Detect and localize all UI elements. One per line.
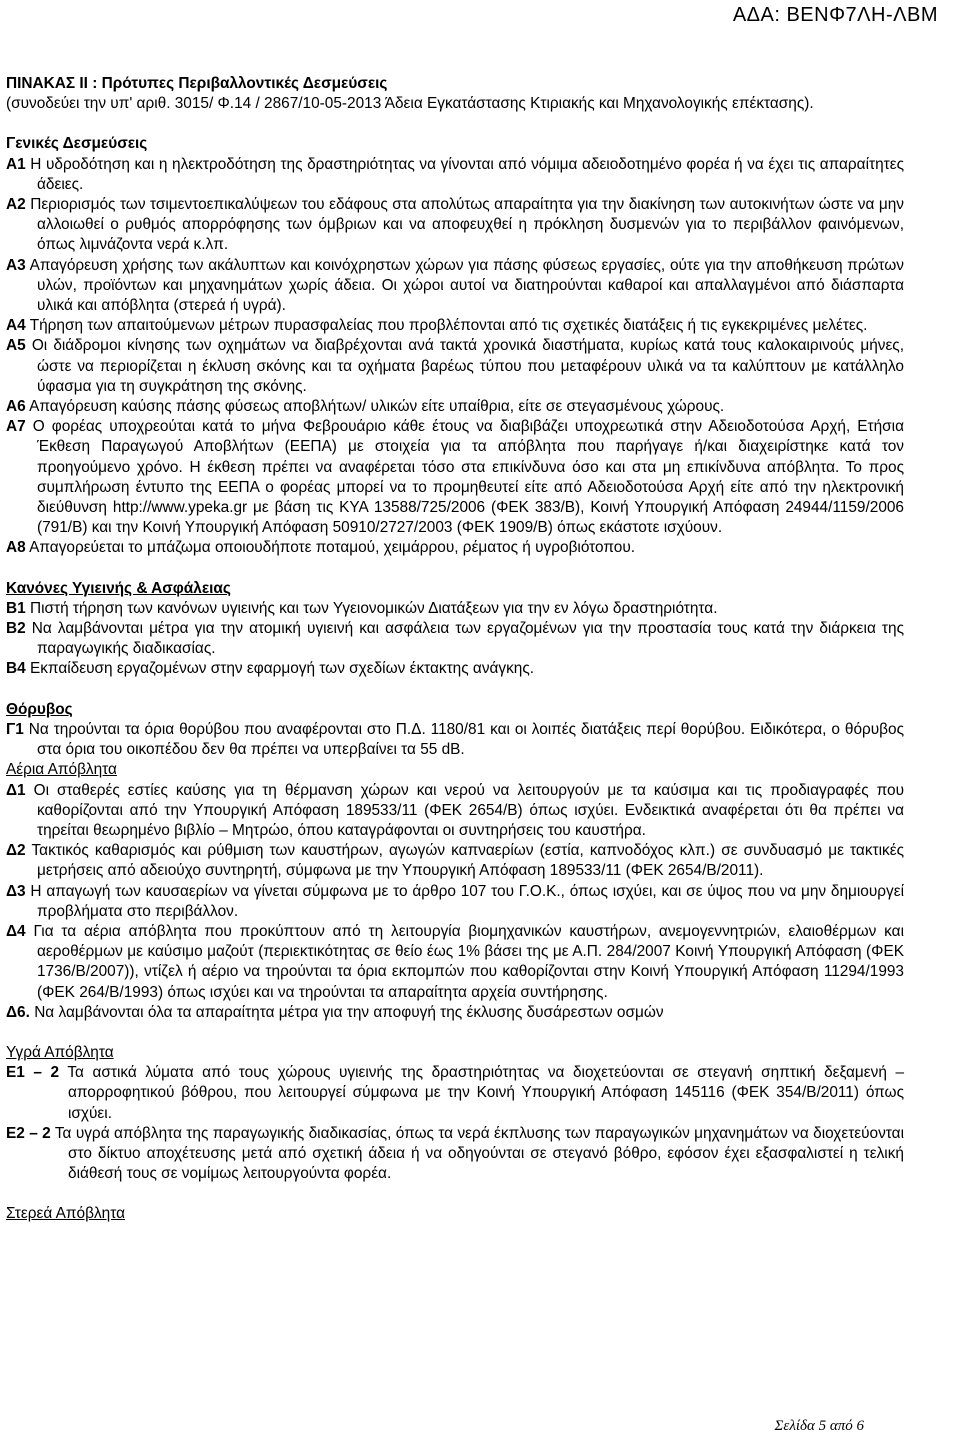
clause-d6: Δ6. Να λαμβάνονται όλα τα απαραίτητα μέτρα για την αποφυγή της έκλυσης δυσάρεστων οσμών	[6, 1003, 664, 1021]
section-heading-air: Αέρια Απόβλητα	[6, 761, 117, 779]
table-subtitle: (συνοδεύει την υπ' αριθ. 3015/ Φ.14 / 2867/10-05-2013 Άδεια Εγκατάστασης Κτιριακής και Μηχανολογικής επέκτασης).	[6, 95, 814, 113]
clause-b1: Β1 Πιστή τήρηση των κανόνων υγιεινής και των Υγειονομικών Διατάξεων για την εν λόγω δραστηριότητα.	[6, 599, 718, 617]
clause-d1: Δ1 Οι σταθερές εστίες καύσης για τη θέρμανση χώρων και νερού να λειτουργούν με τα καύσιμα και τις προδιαγραφές που καθορίζονται από την Υπουργική Απόφαση 189533/11 (ΦΕΚ 2654/Β) όπως ισχύει. Ενδεικτικά αναφέρεται ότι θα πρέπει να τηρείται θεωρημένο βιβλίο – Μητρώο, όπου καταγράφονται οι συντηρήσεις του καυστήρα.	[6, 781, 904, 839]
clause-b2: Β2 Να λαμβάνονται μέτρα για την ατομική υγιεινή και ασφάλεια των εργαζομένων για την προστασία τους κατά την διάρκεια της παραγωγικής διαδικασίας.	[6, 620, 904, 658]
clause-a3: Α3 Απαγόρευση χρήσης των ακάλυπτων και κοινόχρηστων χώρων για πάσης φύσεως εργασίες, ούτε για την αποθήκευση πρώτων υλών, προϊόντων και μηχανημάτων χωρίς άδεια. Οι χώροι αυτοί να διατηρούνται καθαροί και απαλλαγμένοι από διάσπαρτα υλικά και απόβλητα (στερεά ή υγρά).	[6, 256, 905, 315]
page-number: Σελίδα 5 από 6	[774, 1418, 864, 1434]
clause-d3: Δ3 Η απαγωγή των καυσαερίων να γίνεται σύμφωνα με το άρθρο 107 του Γ.Ο.Κ., όπως ισχύει, και σε ύψος που να μην δημιουργεί προβλήματα στο περιβάλλον.	[6, 882, 904, 920]
section-heading-hygiene: Κανόνες Υγιεινής & Ασφάλειας	[6, 579, 231, 597]
spacer	[6, 1023, 904, 1043]
clause-a2: Α2 Περιορισμός των τσιμεντοεπικαλύψεων του εδάφους στα απολύτως απαραίτητα για την διακίνηση των αυτοκινήτων ώστε να μην αλλοιωθεί ο ρυθμός απορρόφησης των όμβριων και να αποφευχθεί η πρόκληση δυσμενών για το περιβάλλον φαινόμενων, όπως λιμνάζοντα νερά κ.λπ.	[6, 196, 904, 254]
clause-a4: Α4 Τήρηση των απαιτούμενων μέτρων πυρασφαλείας που προβλέπονται από τις σχετικές διατάξεις ή τις εγκεκριμένες μελέτες.	[6, 317, 868, 335]
table-title: ΠΙΝΑΚΑΣ ΙΙ : Πρότυπες Περιβαλλοντικές Δεσμεύσεις	[6, 75, 388, 92]
clause-a8: Α8 Απαγορεύεται το μπάζωμα οποιουδήποτε ποταμού, χειμάρρου, ρέματος ή υγροβιότοπου.	[6, 539, 636, 557]
clause-b4: Β4 Εκπαίδευση εργαζομένων στην εφαρμογή των σχεδίων έκτακτης ανάγκης.	[6, 660, 535, 678]
clause-d2: Δ2 Τακτικός καθαρισμός και ρύθμιση των καυστήρων, αγωγών καπναερίων (εστία, καπνοδόχος κλπ.) σε συνδυασμό με τακτικές μετρήσεις από αδειούχο συντηρητή, σύμφωνα με την Υπουργική Απόφαση 189533/11 (ΦΕΚ 2654/Β/2011).	[6, 842, 904, 880]
section-heading-general: Γενικές Δεσμεύσεις	[6, 135, 148, 153]
spacer	[6, 114, 904, 134]
spacer	[6, 1184, 904, 1204]
spacer	[6, 680, 904, 700]
clause-e1-2: Ε1 – 2 Τα αστικά λύματα από τους χώρους υγιεινής της δραστηριότητας να διοχετεύονται σε στεγανή σηπτική δεξαμενή – απορροφητικού βόθρου, που λειτουργεί σύμφωνα με την Κοινή Υπουργική Απόφαση 145116 (ΦΕΚ 354/Β/2011) όπως ισχύει.	[6, 1064, 905, 1122]
clause-a6: Α6 Απαγόρευση καύσης πάσης φύσεως αποβλήτων/ υλικών είτε υπαίθρια, είτε σε στεγασμένους χώρους.	[6, 398, 725, 416]
document-code: ΑΔΑ: ΒΕΝΦ7ΛΗ-ΛΒΜ	[732, 4, 938, 26]
section-heading-liquid: Υγρά Απόβλητα	[6, 1043, 114, 1061]
document-body	[6, 74, 904, 1225]
clause-g1: Γ1 Να τηρούνται τα όρια θορύβου που αναφέρονται στο Π.Δ. 1180/81 και οι λοιπές διατάξεις περί θορύβου. Ειδικότερα, ο θόρυβος στα όρια του οικοπέδου δεν θα πρέπει να υπερβαίνει τα 55 dB.	[6, 720, 904, 759]
section-heading-solid: Στερεά Απόβλητα	[6, 1205, 125, 1223]
clause-a1: Α1 Η υδροδότηση και η ηλεκτροδότηση της δραστηριότητας να γίνονται από νόμιμα αδειοδοτημένο φορέα ή να έχει τις απαραίτητες άδειες.	[6, 155, 904, 193]
clause-d4: Δ4 Για τα αέρια απόβλητα που προκύπτουν από τη λειτουργία βιομηχανικών καυστήρων, ανεμογεννητριών, ελαιοθέρμων και αεροθέρμων με καύσιμο μαζούτ (περιεκτικότητας σε θείο έως 1% βάσει της με Α.Π. 284/2007 Κοινή Υπουργική Απόφαση (ΦΕΚ 1736/Β/2007)), ντίζελ ή αέριο να τηρούνται τα όρια εκπομπών που καθορίζονται στην Κοινή Υπουργική Απόφαση 11294/1993 (ΦΕΚ 264/Β/1993) όπως ισχύει και να τηρούνται τα απαραίτητα αρχεία συντήρησης.	[6, 922, 904, 1001]
clause-a5: Α5 Οι διάδρομοι κίνησης των οχημάτων να διαβρέχονται ανά τακτά χρονικά διαστήματα, κυρίως κατά τους καλοκαιρινούς μήνες, ώστε να περιορίζεται η έκλυση σκόνης και τα οχήματα βαρέως τύπου που μεταφέρουν υλικά να τα καλύπτουν με κατάλληλο ύφασμα για τη συγκράτηση της σκόνης.	[6, 337, 904, 395]
clause-a7: Α7 Ο φορέας υποχρεούται κατά το μήνα Φεβρουάριο κάθε έτους να διαβιβάζει υποχρεωτικά στην Αδειοδοτούσα Αρχή, Ετήσια Έκθεση Παραγωγού Αποβλήτων (ΕΕΠΑ) με στοιχεία για τα απόβλητα που παρήγαγε ή/και διαχειρίστηκε κατά τον προηγούμενο χρόνο. Η έκθεση πρέπει να αναφέρεται τόσο στα επικίνδυνα όσο και στα μη επικίνδυνα απόβλητα. Το προς συμπλήρωση έντυπο της ΕΕΠΑ ο φορέας μπορεί να το προμηθευτεί είτε από Αδειοδοτούσα Αρχή είτε από την ηλεκτρονική διεύθυνση http://www.ypeka.gr με βάση τις ΚΥΑ 13588/725/2006 (ΦΕΚ 383/Β), Κοινή Υπουργική Απόφαση 24944/1159/2006 (791/Β) και την Κοινή Υπουργική Απόφαση 50910/2727/2003 (ΦΕΚ 1909/Β) όπως εκάστοτε ισχύουν.	[6, 418, 904, 537]
section-heading-noise: Θόρυβος	[6, 700, 73, 718]
spacer	[6, 559, 904, 579]
clause-e2-2: Ε2 – 2 Τα υγρά απόβλητα της παραγωγικής διαδικασίας, όπως τα νερά έκπλυσης των παραγωγικών μηχανημάτων να διοχετεύονται στο δίκτυο αποχέτευσης μετά από σχετική άδεια ή να οδηγούνται σε στεγανό βόθρο, εφόσον έχει εξασφαλιστεί η τελική διάθεσή τους σε νομίμως λειτουργούντα φορέα.	[6, 1124, 904, 1183]
